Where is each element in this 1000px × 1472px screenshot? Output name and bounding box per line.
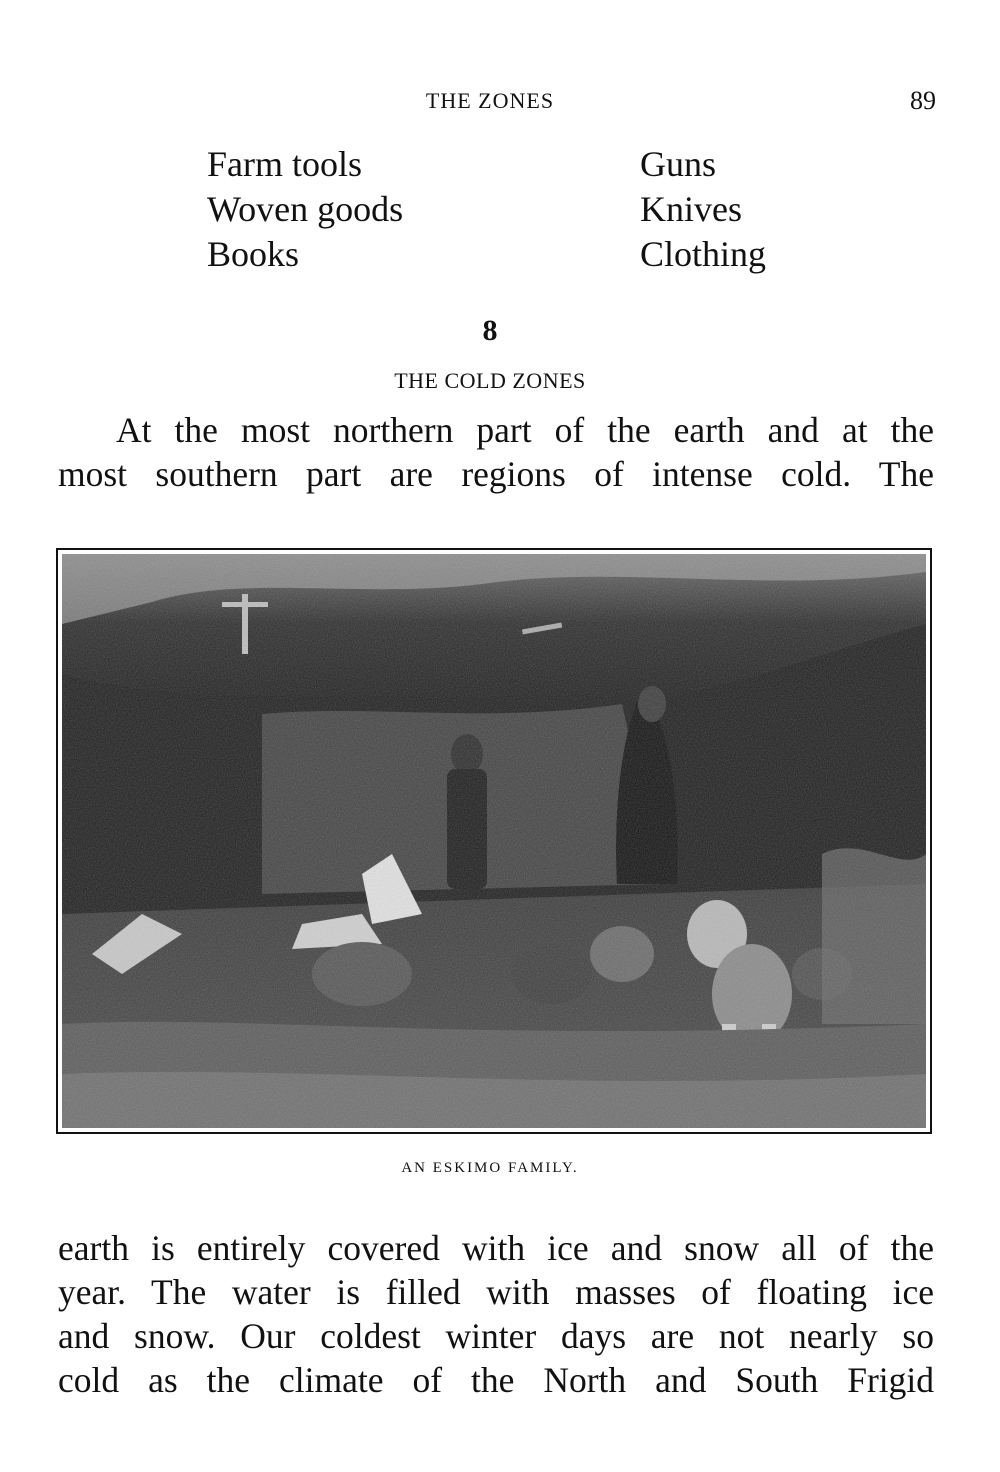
eskimo-family-photo bbox=[62, 554, 926, 1128]
text-line: most southern part are regions of intense cold. The bbox=[58, 454, 934, 494]
list-item: Clothing bbox=[640, 234, 767, 274]
text-line: and snow. Our coldest winter days are not nearly so bbox=[58, 1316, 934, 1356]
running-title: THE ZONES bbox=[425, 88, 555, 113]
text-line: year. The water is filled with masses of floating ice bbox=[58, 1272, 934, 1312]
figure-caption: AN ESKIMO FAMILY. bbox=[401, 1160, 579, 1176]
text-line: At the most northern part of the earth and at the bbox=[116, 410, 934, 450]
page-number: 89 bbox=[910, 86, 936, 115]
text-line: earth is entirely covered with ice and snow all of the bbox=[58, 1228, 934, 1268]
goods-list-right bbox=[640, 142, 766, 277]
photo-frame bbox=[56, 548, 932, 1134]
text-line: cold as the climate of the North and South Frigid bbox=[58, 1360, 934, 1400]
list-item: Knives bbox=[640, 189, 742, 229]
list-item: Farm tools bbox=[207, 144, 363, 184]
paragraph-continued bbox=[58, 1226, 934, 1402]
section-title: THE COLD ZONES bbox=[394, 368, 586, 393]
section-number: 8 bbox=[482, 314, 498, 347]
running-head bbox=[0, 88, 1000, 118]
list-item: Woven goods bbox=[207, 189, 404, 229]
list-item: Guns bbox=[640, 144, 717, 184]
list-item: Books bbox=[207, 234, 300, 274]
paragraph-intro bbox=[58, 408, 934, 496]
goods-list-left bbox=[207, 142, 403, 277]
